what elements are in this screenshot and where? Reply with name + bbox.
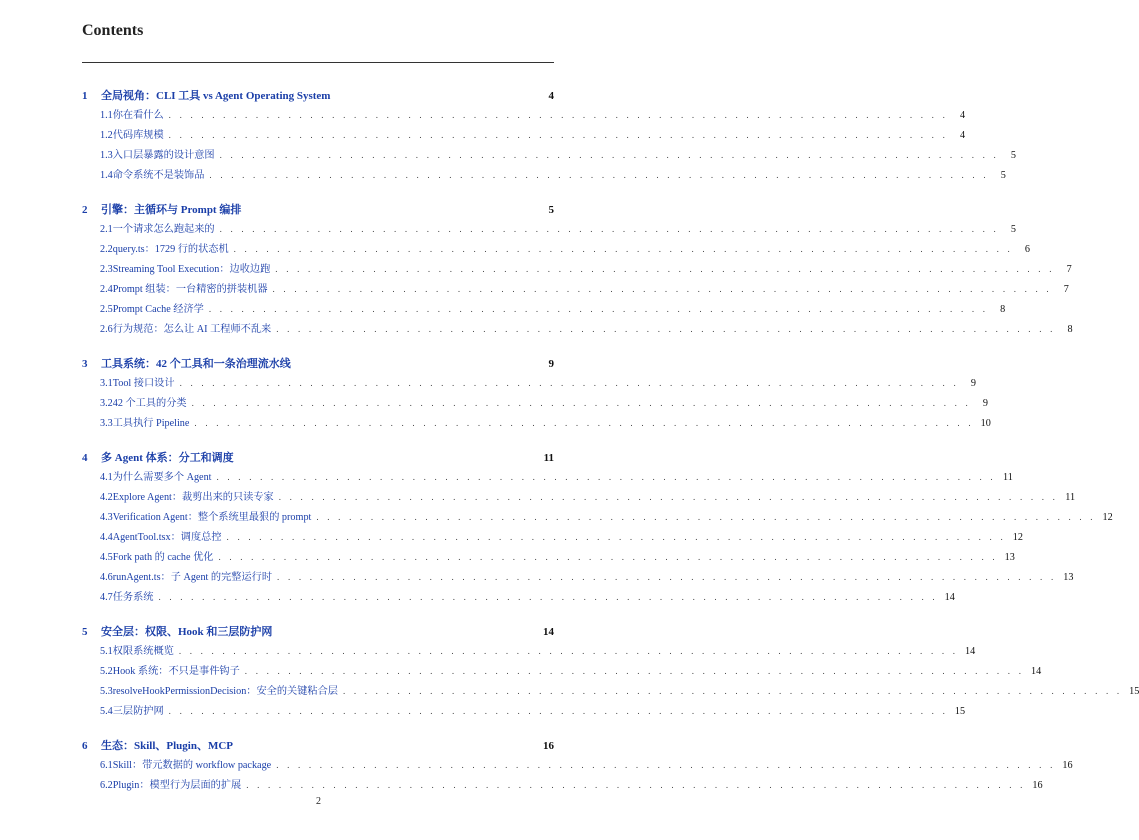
page-number: 2 — [316, 796, 321, 807]
subsection-title-link[interactable]: 入口层暴露的设计意图 — [112, 150, 215, 161]
page-ref: 16 — [1062, 760, 1073, 771]
subsection-title-link[interactable]: 权限系统概览 — [112, 646, 174, 657]
dot-leader: . . . . . . . . . . . . . . . . . . . . . . . . . . . . . . . . . . . . . . . . . . . . . . . . . . . . . . . . . . . . . . . . . . . . . . . . — [168, 130, 949, 140]
dot-leader: . . . . . . . . . . . . . . . . . . . . . . . . . . . . . . . . . . . . . . . . . . . . . . . . . . . . . . . . . . . . . . . . . . . . . . . . — [278, 492, 1059, 502]
page-ref: 11 — [1003, 472, 1013, 483]
subsection-number[interactable]: 6.1 — [100, 760, 113, 771]
toc-subsection-entry[interactable] — [82, 220, 1016, 236]
subsection-number[interactable]: 4.1 — [100, 472, 113, 483]
section-number[interactable]: 3 — [82, 358, 88, 370]
subsection-title-link[interactable]: 一个请求怎么跑起来的 — [112, 224, 215, 235]
toc-section-entry[interactable] — [82, 355, 554, 371]
subsection-number[interactable]: 1.1 — [100, 110, 113, 121]
subsection-number[interactable]: 1.2 — [100, 130, 113, 141]
subsection-title-link[interactable]: 代码库规模 — [112, 130, 164, 141]
title-rule — [82, 62, 554, 63]
dot-leader: . . . . . . . . . . . . . . . . . . . . . . . . . . . . . . . . . . . . . . . . . . . . . . . . . . . . . . . . . . . . . . . . . . . . . . . . — [226, 532, 1006, 542]
page-ref: 9 — [548, 358, 554, 370]
toc-subsection-entry[interactable] — [82, 588, 955, 604]
dot-leader: . . . . . . . . . . . . . . . . . . . . . . . . . . . . . . . . . . . . . . . . . . . . . . . . . . . . . . . . . . . . . . . . . . . . . . . . — [342, 686, 1123, 696]
subsection-title-link[interactable]: query.ts：1729 行的状态机 — [112, 244, 229, 255]
subsection-title-link[interactable]: runAgent.ts：子 Agent 的完整运行时 — [112, 572, 273, 583]
subsection-title-link[interactable]: Prompt Cache 经济学 — [112, 304, 204, 315]
toc-subsection-entry[interactable] — [82, 414, 991, 430]
subsection-number[interactable]: 2.1 — [100, 224, 113, 235]
toc-subsection-entry[interactable] — [82, 488, 1076, 504]
page-ref: 4 — [959, 110, 966, 121]
dot-leader: . . . . . . . . . . . . . . . . . . . . . . . . . . . . . . . . . . . . . . . . . . . . . . . . . . . . . . . . . . . . . . . . . . . . . . . . — [208, 304, 989, 314]
dot-leader: . . . . . . . . . . . . . . . . . . . . . . . . . . . . . . . . . . . . . . . . . . . . . . . . . . . . . . . . . . . . . . . . . . . . . . . . — [168, 706, 949, 716]
dot-leader: . . . . . . . . . . . . . . . . . . . . . . . . . . . . . . . . . . . . . . . . . . . . . . . . . . . . . . . . . . . . . . . . . . . . . . . . — [316, 512, 1096, 522]
subsection-number[interactable]: 3.3 — [100, 418, 113, 429]
toc-section-entry[interactable] — [82, 623, 554, 639]
dot-leader: . . . . . . . . . . . . . . . . . . . . . . . . . . . . . . . . . . . . . . . . . . . . . . . . . . . . . . . . . . . . . . . . . . . . . . . . — [246, 780, 1026, 790]
page-ref: 5 — [1000, 170, 1006, 181]
dot-leader: . . . . . . . . . . . . . . . . . . . . . . . . . . . . . . . . . . . . . . . . . . . . . . . . . . . . . . . . . . . . . . . . . . . . . . . . — [276, 324, 1056, 334]
page-ref: 13 — [1004, 552, 1015, 563]
subsection-number[interactable]: 5.1 — [100, 646, 113, 657]
toc-subsection-entry[interactable] — [82, 756, 1073, 772]
toc-subsection-entry[interactable] — [82, 776, 1043, 792]
subsection-title-link[interactable]: Explore Agent：裁剪出来的只读专家 — [112, 492, 274, 503]
page-ref: 9 — [970, 378, 976, 389]
page-ref: 8 — [1067, 324, 1073, 335]
dot-leader: . . . . . . . . . . . . . . . . . . . . . . . . . . . . . . . . . . . . . . . . . . . . . . . . . . . . . . . . . . . . . . . . . . . . . . . . — [209, 170, 989, 180]
page-ref: 16 — [543, 740, 554, 752]
section-title-link[interactable]: 生态：Skill、Plugin、MCP — [101, 740, 234, 752]
dot-leader: . . . . . . . . . . . . . . . . . . . . . . . . . . . . . . . . . . . . . . . . . . . . . . . . . . . . . . . . . . . . . . . . . . . . . . . . — [272, 284, 1052, 294]
toc-subsection-entry[interactable] — [82, 280, 1069, 296]
section-title-link[interactable]: 全局视角：CLI 工具 vs Agent Operating System — [101, 90, 331, 102]
toc-section-entry[interactable] — [82, 87, 554, 103]
subsection-number[interactable]: 2.3 — [100, 264, 113, 275]
subsection-number[interactable]: 5.2 — [100, 666, 113, 677]
subsection-title-link[interactable]: AgentTool.tsx：调度总控 — [112, 532, 222, 543]
section-number[interactable]: 4 — [82, 452, 88, 464]
page-ref: 15 — [954, 706, 966, 717]
subsection-number[interactable]: 1.3 — [100, 150, 113, 161]
page-ref: 8 — [1000, 304, 1006, 315]
subsection-number[interactable]: 4.2 — [100, 492, 113, 503]
toc-subsection-entry[interactable] — [82, 146, 1016, 162]
toc-subsection-entry[interactable] — [82, 240, 1031, 256]
subsection-title-link[interactable]: 三层防护网 — [112, 706, 164, 717]
dot-leader: . . . . . . . . . . . . . . . . . . . . . . . . . . . . . . . . . . . . . . . . . . . . . . . . . . . . . . . . . . . . . . . . . . . . . . . . — [218, 552, 998, 562]
subsection-number[interactable]: 1.4 — [100, 170, 113, 181]
toc-subsection-entry[interactable] — [82, 374, 976, 390]
subsection-title-link[interactable]: Tool 接口设计 — [112, 378, 175, 389]
toc-subsection-entry[interactable] — [82, 126, 966, 142]
subsection-title-link[interactable]: Skill：带元数据的 workflow package — [112, 760, 272, 771]
toc-subsection-entry[interactable] — [82, 528, 1023, 544]
page-ref: 9 — [982, 398, 988, 409]
page-ref: 11 — [1065, 492, 1076, 503]
subsection-title-link[interactable]: 你在看什么 — [112, 110, 164, 121]
section-number[interactable]: 2 — [82, 204, 88, 216]
page-ref: 15 — [1129, 686, 1139, 697]
subsection-title-link[interactable]: 命令系统不是装饰品 — [112, 170, 205, 181]
subsection-title-link[interactable]: 42 个工具的分类 — [112, 398, 187, 409]
subsection-number[interactable]: 4.3 — [100, 512, 113, 523]
toc-section-entry[interactable] — [82, 737, 554, 753]
page-ref: 5 — [1010, 224, 1016, 235]
section-number[interactable]: 1 — [82, 90, 88, 102]
dot-leader: . . . . . . . . . . . . . . . . . . . . . . . . . . . . . . . . . . . . . . . . . . . . . . . . . . . . . . . . . . . . . . . . . . . . . . . . — [178, 646, 959, 656]
subsection-number[interactable]: 3.1 — [100, 378, 113, 389]
dot-leader: . . . . . . . . . . . . . . . . . . . . . . . . . . . . . . . . . . . . . . . . . . . . . . . . . . . . . . . . . . . . . . . . . . . . . . . . — [276, 760, 1056, 770]
subsection-title-link[interactable]: Prompt 组装：一台精密的拼装机器 — [112, 284, 268, 295]
subsection-title-link[interactable]: 任务系统 — [112, 592, 154, 603]
dot-leader: . . . . . . . . . . . . . . . . . . . . . . . . . . . . . . . . . . . . . . . . . . . . . . . . . . . . . . . . . . . . . . . . . . . . . . . . — [158, 592, 938, 602]
subsection-title-link[interactable]: Fork path 的 cache 优化 — [112, 552, 214, 563]
page-ref: 16 — [1032, 780, 1043, 791]
subsection-title-link[interactable]: 为什么需要多个 Agent — [112, 472, 212, 483]
dot-leader: . . . . . . . . . . . . . . . . . . . . . . . . . . . . . . . . . . . . . . . . . . . . . . . . . . . . . . . . . . . . . . . . . . . . . . . . — [179, 378, 959, 388]
section-number[interactable]: 5 — [82, 626, 88, 638]
subsection-number[interactable]: 4.5 — [100, 552, 113, 563]
page-ref: 5 — [548, 204, 554, 216]
toc-subsection-entry[interactable] — [82, 682, 1139, 698]
subsection-number[interactable]: 4.7 — [100, 592, 113, 603]
page-ref: 4 — [959, 130, 966, 141]
dot-leader: . . . . . . . . . . . . . . . . . . . . . . . . . . . . . . . . . . . . . . . . . . . . . . . . . . . . . . . . . . . . . . . . . . . . . . . . — [233, 244, 1014, 254]
page-ref: 12 — [1102, 512, 1113, 523]
subsection-number[interactable]: 2.6 — [100, 324, 113, 335]
dot-leader: . . . . . . . . . . . . . . . . . . . . . . . . . . . . . . . . . . . . . . . . . . . . . . . . . . . . . . . . . . . . . . . . . . . . . . . . — [219, 224, 999, 234]
page-ref: 14 — [944, 592, 955, 603]
subsection-number[interactable]: 3.2 — [100, 398, 113, 409]
toc-subsection-entry[interactable] — [82, 394, 988, 410]
page-ref: 11 — [543, 452, 554, 464]
dot-leader: . . . . . . . . . . . . . . . . . . . . . . . . . . . . . . . . . . . . . . . . . . . . . . . . . . . . . . . . . . . . . . . . . . . . . . . . — [191, 398, 971, 408]
subsection-title-link[interactable]: Streaming Tool Execution：边收边跑 — [112, 264, 271, 275]
toc-subsection-entry[interactable] — [82, 642, 976, 658]
subsection-title-link[interactable]: 行为规范：怎么让 AI 工程师不乱来 — [112, 324, 272, 335]
section-title-link[interactable]: 引擎：主循环与 Prompt 编排 — [101, 204, 242, 216]
subsection-number[interactable]: 4.4 — [100, 532, 113, 543]
page-ref: 7 — [1063, 284, 1069, 295]
subsection-number[interactable]: 2.2 — [100, 244, 113, 255]
section-title-link[interactable]: 安全层：权限、Hook 和三层防护网 — [101, 626, 273, 638]
page-ref: 7 — [1066, 264, 1072, 275]
page-ref: 13 — [1063, 572, 1074, 583]
toc-subsection-entry[interactable] — [82, 166, 1006, 182]
dot-leader: . . . . . . . . . . . . . . . . . . . . . . . . . . . . . . . . . . . . . . . . . . . . . . . . . . . . . . . . . . . . . . . . . . . . . . . . — [244, 666, 1025, 676]
subsection-title-link[interactable]: Plugin：模型行为层面的扩展 — [112, 780, 242, 791]
toc-subsection-entry[interactable] — [82, 508, 1113, 524]
subsection-title-link[interactable]: Verification Agent：整个系统里最狠的 prompt — [112, 512, 312, 523]
subsection-title-link[interactable]: Hook 系统：不只是事件钩子 — [112, 666, 240, 677]
toc-subsection-entry[interactable] — [82, 300, 1006, 316]
page-ref: 14 — [965, 646, 976, 657]
subsection-title-link[interactable]: resolveHookPermissionDecision：安全的关键粘合层 — [112, 686, 338, 697]
dot-leader: . . . . . . . . . . . . . . . . . . . . . . . . . . . . . . . . . . . . . . . . . . . . . . . . . . . . . . . . . . . . . . . . . . . . . . . . — [216, 472, 996, 482]
page-ref: 10 — [980, 418, 991, 429]
section-title-link[interactable]: 多 Agent 体系：分工和调度 — [101, 452, 234, 464]
toc-subsection-entry[interactable] — [82, 702, 966, 718]
section-title-link[interactable]: 工具系统：42 个工具和一条治理流水线 — [101, 358, 291, 370]
toc-section-entry[interactable] — [82, 201, 554, 217]
toc-subsection-entry[interactable] — [82, 548, 1015, 564]
page-ref: 5 — [1010, 150, 1016, 161]
toc-section-entry[interactable] — [82, 449, 554, 465]
toc-subsection-entry[interactable] — [82, 568, 1074, 584]
toc-subsection-entry[interactable] — [82, 468, 1013, 484]
page-ref: 14 — [543, 626, 554, 638]
dot-leader: . . . . . . . . . . . . . . . . . . . . . . . . . . . . . . . . . . . . . . . . . . . . . . . . . . . . . . . . . . . . . . . . . . . . . . . . — [168, 110, 949, 120]
dot-leader: . . . . . . . . . . . . . . . . . . . . . . . . . . . . . . . . . . . . . . . . . . . . . . . . . . . . . . . . . . . . . . . . . . . . . . . . — [219, 150, 999, 160]
subsection-number[interactable]: 2.5 — [100, 304, 113, 315]
dot-leader: . . . . . . . . . . . . . . . . . . . . . . . . . . . . . . . . . . . . . . . . . . . . . . . . . . . . . . . . . . . . . . . . . . . . . . . . — [275, 264, 1055, 274]
subsection-number[interactable]: 5.3 — [100, 686, 113, 697]
section-number[interactable]: 6 — [82, 740, 88, 752]
page-ref: 12 — [1012, 532, 1023, 543]
subsection-title-link[interactable]: 工具执行 Pipeline — [112, 418, 190, 429]
toc-subsection-entry[interactable] — [82, 662, 1042, 678]
page-ref: 14 — [1030, 666, 1042, 677]
subsection-number[interactable]: 2.4 — [100, 284, 113, 295]
page-ref: 4 — [548, 90, 554, 102]
subsection-number[interactable]: 6.2 — [100, 780, 113, 791]
page-ref: 6 — [1024, 244, 1031, 255]
page-title: Contents — [82, 22, 144, 39]
toc-subsection-entry[interactable] — [82, 106, 966, 122]
dot-leader: . . . . . . . . . . . . . . . . . . . . . . . . . . . . . . . . . . . . . . . . . . . . . . . . . . . . . . . . . . . . . . . . . . . . . . . . — [277, 572, 1057, 582]
toc-subsection-entry[interactable] — [82, 260, 1072, 276]
toc-subsection-entry[interactable] — [82, 320, 1073, 336]
subsection-number[interactable]: 5.4 — [100, 706, 113, 717]
dot-leader: . . . . . . . . . . . . . . . . . . . . . . . . . . . . . . . . . . . . . . . . . . . . . . . . . . . . . . . . . . . . . . . . . . . . . . . . — [194, 418, 974, 428]
subsection-number[interactable]: 4.6 — [100, 572, 113, 583]
